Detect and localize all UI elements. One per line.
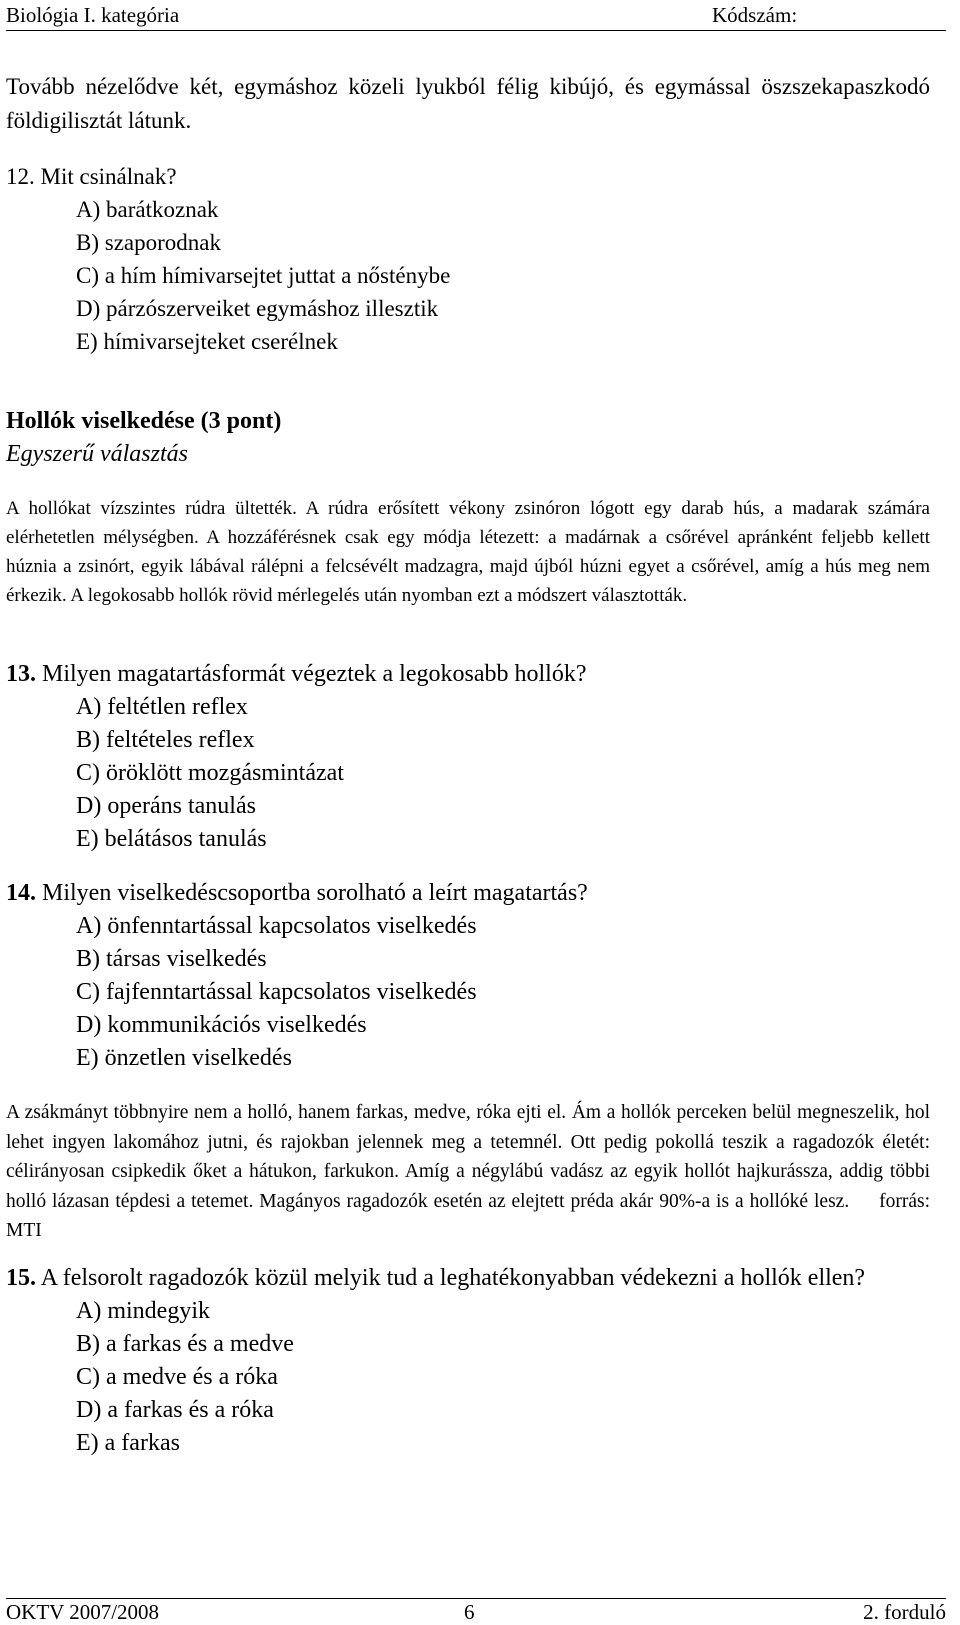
question-text: Milyen magatartásformát végeztek a legokosabb hollók? bbox=[42, 661, 587, 687]
options-list bbox=[6, 910, 930, 1075]
footer-round: 2. forduló bbox=[863, 1600, 946, 1624]
option-b: B) feltételes reflex bbox=[76, 727, 255, 753]
option-b: B) társas viselkedés bbox=[76, 946, 267, 972]
option-d: D) kommunikációs viselkedés bbox=[76, 1012, 367, 1038]
option-c: C) a hím hímivarsejtet juttat a nősténybe bbox=[76, 263, 451, 288]
option-c: C) fajfenntartással kapcsolatos viselkedés bbox=[76, 979, 477, 1005]
option-a: A) önfenntartással kapcsolatos viselkedés bbox=[76, 913, 477, 939]
option-d: D) a farkas és a róka bbox=[76, 1397, 274, 1423]
section-title: Hollók viselkedése (3 pont) bbox=[6, 408, 282, 434]
section-subtitle: Egyszerű választás bbox=[6, 441, 188, 467]
footer-page-number: 6 bbox=[464, 1600, 475, 1624]
option-d: D) operáns tanulás bbox=[76, 793, 256, 819]
option-e: E) hímivarsejteket cserélnek bbox=[76, 329, 338, 354]
question-14-stem bbox=[6, 877, 930, 910]
option-e: E) a farkas bbox=[76, 1430, 180, 1456]
question-15-stem bbox=[6, 1262, 930, 1295]
option-a: A) barátkoznak bbox=[76, 197, 219, 222]
footer-competition: OKTV 2007/2008 bbox=[6, 1600, 160, 1624]
option-c: C) a medve és a róka bbox=[76, 1364, 278, 1390]
page-header bbox=[6, 0, 946, 31]
option-b: B) szaporodnak bbox=[76, 230, 221, 255]
paragraph-text: A zsákmányt többnyire nem a holló, hanem farkas, medve, róka ejti el. Ám a hollók perceken belül megneszelik, hol lehet ingyen lakomához jutni, és rajokban jelennek meg a tetemnél. Ott pedig pokollá teszik a ragadozók életét: célirányosan csipkedik őket a hátukon, farkukon. Amíg a négylábú vadász az egyik hollót hajkurássza, addig többi holló lázasan tépdesi a tetemet. Magányos ragadozók esetén az elejtett préda akár 90%-a is a hollóké lesz. bbox=[6, 1102, 930, 1212]
question-text: Mit csinálnak? bbox=[40, 164, 177, 189]
intro-paragraph: Tovább nézelődve két, egymáshoz közeli lyukból félig kibújó, és egymással öszszekapaszkodó földigilisztát látunk. bbox=[6, 74, 930, 133]
option-b: B) a farkas és a medve bbox=[76, 1331, 294, 1357]
option-d: D) párzószerveiket egymáshoz illesztik bbox=[76, 296, 439, 321]
question-14 bbox=[6, 877, 930, 1075]
question-number: 15. bbox=[6, 1265, 36, 1291]
question-number: 13. bbox=[6, 661, 36, 687]
options-list bbox=[6, 1295, 930, 1460]
question-12 bbox=[6, 160, 930, 358]
question-number: 12. bbox=[6, 164, 35, 189]
header-category: Biológia I. kategória bbox=[6, 3, 180, 27]
option-a: A) mindegyik bbox=[76, 1298, 210, 1324]
section-paragraph: A hollókat vízszintes rúdra ültették. A rúdra erősített vékony zsinóron lógott egy darab hús, a madarak számára elérhetetlen mélységben. A hozzáférésnek csak egy módja létezett: a madárnak a csőrével apránként feljebb kellett húznia a zsinórt, egyik lábával rálépni a felcsévélt madzagra, majd újból húzni egyet a csőrével, amíg a hús meg nem érkezik. A legokosabb hollók rövid mérlegelés után nyomban ezt a módszert választották. bbox=[6, 498, 930, 606]
options-list bbox=[6, 691, 930, 856]
options-list bbox=[6, 193, 930, 358]
option-e: E) önzetlen viselkedés bbox=[76, 1045, 292, 1071]
question-15 bbox=[6, 1262, 930, 1460]
question-text: Milyen viselkedéscsoportba sorolható a leírt magatartás? bbox=[42, 880, 588, 906]
page-footer bbox=[6, 1598, 946, 1624]
question-text: A felsorolt ragadozók közül melyik tud a leghatékonyabban védekezni a hollók ellen? bbox=[40, 1265, 866, 1291]
question-12-stem bbox=[6, 160, 930, 193]
source-citation: forrás: MTI bbox=[6, 1190, 930, 1241]
option-a: A) feltétlen reflex bbox=[76, 694, 248, 720]
question-number: 14. bbox=[6, 880, 36, 906]
question-13 bbox=[6, 658, 930, 856]
question-13-stem bbox=[6, 658, 930, 691]
source-paragraph bbox=[6, 1098, 930, 1246]
option-e: E) belátásos tanulás bbox=[76, 826, 267, 852]
option-c: C) öröklött mozgásmintázat bbox=[76, 760, 344, 786]
header-code-label: Kódszám: bbox=[712, 3, 798, 27]
